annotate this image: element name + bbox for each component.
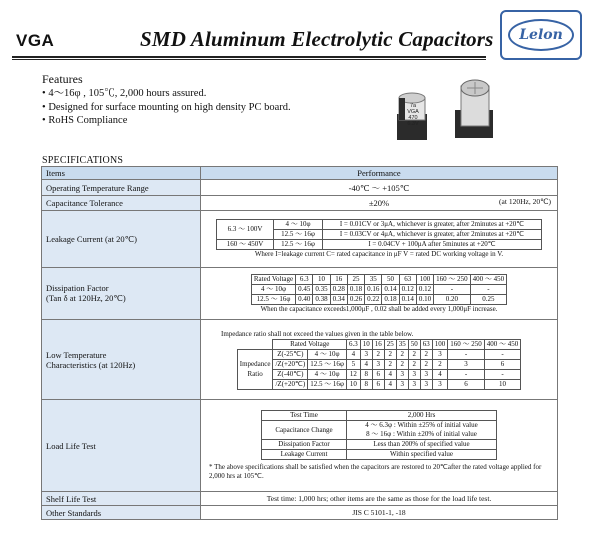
lt-cell: 3 [420,379,432,389]
lt-cell: /Z(+20℃) [273,379,308,389]
lt-cell: 3 [360,349,372,359]
lt-cell: 4 ～ 10φ [308,369,347,379]
lt-header-cell: 25 [384,339,396,349]
df-cell: 0.22 [365,294,382,304]
table-row [251,294,506,304]
capacitor-product-image [395,76,535,142]
load-life-value: 8 ～ 16φ : Within ±20% of initial value [347,430,497,440]
df-cell: 0.45 [296,284,313,294]
lt-cell: 2 [396,359,408,369]
leakage-table [216,219,542,250]
lt-cell: Z(-40℃) [273,369,308,379]
lt-header-cell: 160 ～ 250 [448,339,485,349]
lt-header-cell: 35 [396,339,408,349]
df-header-cell: 63 [399,274,416,284]
lt-cell: 4 [384,369,396,379]
lt-cell: - [484,349,521,359]
lt-cell: 8 [360,379,372,389]
df-header-cell: 400 ～ 450 [470,274,507,284]
table-row [42,196,558,211]
lt-cell: 3 [432,379,448,389]
lt-cell: Z(-25℃) [273,349,308,359]
capacitor-stripe [399,98,405,120]
lt-header-cell: 6.3 [346,339,360,349]
lt-cell: 10 [346,379,360,389]
table-row [42,180,558,196]
df-header-cell: 100 [416,274,433,284]
capacitor-mark-line: 470 [408,115,418,121]
lt-header-cell: Rated Voltage [273,339,347,349]
df-cell: 0.35 [313,284,330,294]
lt-cell: 2 [408,359,420,369]
load-life-cell [201,400,558,492]
leakage-formula-cell: I = 0.01CV or 3μA, whichever is greater, after 2minutes at +20℃ [323,220,542,230]
spec-header-row [42,167,558,180]
lt-cell: 4 [432,369,448,379]
load-life-value: 2,000 Hrs [347,411,497,421]
dissipation-label-line: Dissipation Factor [46,283,109,293]
other-standards-value: JIS C 5101-1, -18 [201,506,558,520]
shelf-life-value: Test time: 1,000 hrs; other items are the same as those for the load life test. [201,492,558,506]
df-header-cell: 6.3 [296,274,313,284]
table-row [251,284,506,294]
lt-header-cell: 400 ～ 450 [484,339,521,349]
lt-cell: 3 [420,369,432,379]
df-cell: 0.12 [416,284,433,294]
feature-item: • Designed for surface mounting on high density PC board. [42,101,291,115]
lt-cell: 2 [384,359,396,369]
load-life-note: * The above specifications shall be satisfied when the capacitors are restored to 20℃after the rated voltage applied for 2,000 hrs at 105℃. [209,463,542,480]
table-row [262,421,497,431]
specifications-heading: SPECIFICATIONS [42,155,124,166]
lt-cell: 3 [396,379,408,389]
load-life-param: Dissipation Factor [262,440,347,450]
leakage-size-cell: 4 ～ 10φ [274,220,323,230]
lt-cell: 6 [372,369,384,379]
dissipation-cell [201,268,558,320]
leakage-label: Leakage Current (at 20℃) [42,211,201,268]
df-cell: 0.10 [416,294,433,304]
dissipation-note: When the capacitance exceeds1,000μF , 0.02 shall be added every 1,000μF increase. [260,304,498,313]
df-header-cell: Rated Voltage [251,274,295,284]
df-header-cell: 16 [330,274,347,284]
table-row [42,268,558,320]
lt-cell: 2 [372,349,384,359]
low-temp-table [237,339,521,390]
lt-cell: 3 [372,359,384,369]
lt-cell: 2 [420,359,432,369]
leakage-voltage-cell: 160 ～ 450V [217,240,274,250]
table-row [237,359,520,369]
lt-cell: 3 [448,359,485,369]
df-cell: 0.34 [330,294,347,304]
other-standards-label: Other Standards [42,506,201,520]
capacitor-mark-line: 6.3V [407,121,419,127]
load-life-value: 4 ～ 6.3φ : Within ±25% of initial value [347,421,497,431]
low-temp-label-line: Low Temperature [46,349,107,360]
table-row [42,506,558,520]
df-cell: 0.14 [382,284,399,294]
lt-cell: 2 [420,349,432,359]
leakage-formula-cell: I = 0.03CV or 4μA, whichever is greater, after 2minutes at +20℃ [323,230,542,240]
specifications-table [41,166,558,520]
table-row [217,220,542,230]
capacitor-mark-line: 7a [409,103,417,109]
brand-logo-text: Lelon [519,27,563,43]
table-row [262,411,497,421]
op-temp-value: -40℃ ～ +105℃ [201,180,558,196]
lt-cell: 4 [346,349,360,359]
df-cell: 0.38 [313,294,330,304]
lt-cell: 6 [448,379,485,389]
brand-logo-oval [508,19,574,51]
lt-cell: 3 [396,369,408,379]
title-rule-thin [12,59,486,60]
dissipation-table [251,274,507,305]
leakage-voltage-cell: 6.3 ～ 100V [217,220,274,240]
df-header-cell: 160 ～ 250 [434,274,471,284]
leakage-size-cell: 12.5 ～ 16φ [274,230,323,240]
lt-cell: 2 [384,349,396,359]
lt-cell: 2 [396,349,408,359]
low-temp-cell [201,320,558,400]
dissipation-label-line: (Tan δ at 120Hz, 20℃) [46,293,126,303]
lt-cell: 4 [360,359,372,369]
low-temp-label [42,320,201,400]
feature-item: • 4～16φ , 105℃, 2,000 hours assured. [42,87,291,101]
table-row [237,369,520,379]
lt-header-cell: 63 [420,339,432,349]
lt-cell: 12 [346,369,360,379]
load-life-param: Capacitance Change [262,421,347,440]
lt-cell: /Z(+20℃) [273,359,308,369]
lt-cell: 4 [384,379,396,389]
df-cell: 0.14 [399,294,416,304]
table-row [217,240,542,250]
op-temp-label: Operating Temperature Range [42,180,201,196]
leakage-size-cell: 12.5 ～ 16φ [274,240,323,250]
load-life-param: Test Time [262,411,347,421]
lt-cell: - [448,369,485,379]
features-list [42,87,291,128]
lt-cell: 3 [408,369,420,379]
lt-cell: 6 [372,379,384,389]
load-life-value: Within specified value [347,450,497,460]
table-row [42,320,558,400]
lt-cell: 2 [408,349,420,359]
lt-header-cell: 50 [408,339,420,349]
lt-cell: 3 [432,349,448,359]
cap-tol-condition: (at 120Hz, 20℃) [499,197,551,206]
load-life-param: Leakage Current [262,450,347,460]
load-life-table [261,410,497,460]
lt-cell: 5 [346,359,360,369]
lt-cell: 2 [432,359,448,369]
cap-tol-label: Capacitance Tolerance [42,196,201,211]
df-cell: 0.18 [382,294,399,304]
cap-tol-value: ±20% [368,198,390,208]
performance-column-header: Performance [201,167,558,180]
lt-cell: 6 [484,359,521,369]
capacitor-mark-line: VGA [407,109,419,115]
lt-cell: 10 [484,379,521,389]
df-cell: 0.40 [296,294,313,304]
load-life-label: Load Life Test [42,400,201,492]
table-row [262,450,497,460]
lt-header-cell: 16 [372,339,384,349]
df-cell: 0.18 [347,284,364,294]
brand-logo [500,10,582,60]
df-header-cell: 50 [382,274,399,284]
df-header-cell: 35 [365,274,382,284]
lt-cell: 12.5 ～ 16φ [308,359,347,369]
df-cell: 0.12 [399,284,416,294]
table-row [262,440,497,450]
lt-cell: 4 ～ 10φ [308,349,347,359]
items-column-header: Items [42,167,201,180]
table-row [237,349,520,359]
table-row [237,339,520,349]
df-cell: - [470,284,507,294]
low-temp-label-line: Characteristics (at 120Hz) [46,359,136,370]
lt-cell: 3 [408,379,420,389]
df-cell: 12.5 ～ 16φ [251,294,295,304]
leakage-cell [201,211,558,268]
table-row [42,400,558,492]
df-header-cell: 10 [313,274,330,284]
df-cell: 4 ～ 10φ [251,284,295,294]
df-cell: 0.25 [470,294,507,304]
page-title: SMD Aluminum Electrolytic Capacitors [140,27,494,51]
lt-header-cell: 10 [360,339,372,349]
table-row [237,379,520,389]
low-temp-note: Impedance ratio shall not exceed the values given in the table below. [221,329,414,338]
lt-cell: - [448,349,485,359]
df-cell: - [434,284,471,294]
cap-tol-cell [201,196,558,211]
table-row [251,274,506,284]
series-code: VGA [16,31,55,50]
lt-cell: - [484,369,521,379]
df-cell: 0.20 [434,294,471,304]
leakage-note: Where I=leakage current C= rated capacitance in μF V = rated DC working voltage in V. [254,250,504,258]
lt-corner-cell [237,339,273,349]
df-cell: 0.28 [330,284,347,294]
dissipation-label [42,268,201,320]
shelf-life-label: Shelf Life Test [42,492,201,506]
df-cell: 0.16 [365,284,382,294]
lt-cell: 12.5 ～ 16φ [308,379,347,389]
impedance-ratio-label-line: Impedance [239,360,271,368]
impedance-ratio-label [237,349,273,389]
lt-header-cell: 100 [432,339,448,349]
lt-cell: 8 [360,369,372,379]
table-row [42,492,558,506]
leakage-formula-cell: I = 0.04CV + 100μA after 5minutes at +20℃ [323,240,542,250]
table-row [42,211,558,268]
df-cell: 0.26 [347,294,364,304]
load-life-value: Less than 200% of specified value [347,440,497,450]
features-heading: Features [42,72,83,86]
impedance-ratio-label-line: Ratio [247,370,263,378]
feature-item: • RoHS Compliance [42,114,291,128]
title-rule [12,56,486,58]
df-header-cell: 25 [347,274,364,284]
